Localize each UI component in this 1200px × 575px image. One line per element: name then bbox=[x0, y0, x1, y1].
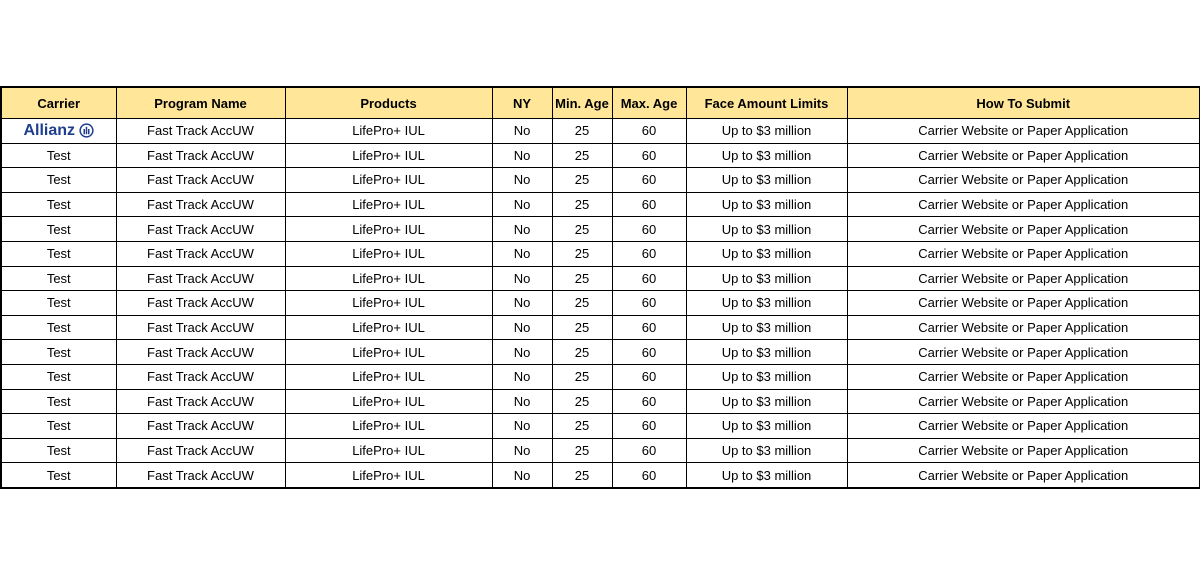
program-name-cell: Fast Track AccUW bbox=[116, 340, 285, 365]
ny-cell: No bbox=[492, 266, 552, 291]
carrier-logo-text: Allianz bbox=[23, 121, 76, 139]
program-name-cell: Fast Track AccUW bbox=[116, 389, 285, 414]
carrier-cell: Test bbox=[1, 340, 116, 365]
how-to-submit-cell: Carrier Website or Paper Application bbox=[847, 414, 1200, 439]
how-to-submit-cell: Carrier Website or Paper Application bbox=[847, 438, 1200, 463]
header-ny: NY bbox=[492, 87, 552, 119]
program-name-cell: Fast Track AccUW bbox=[116, 414, 285, 439]
table-row bbox=[1, 168, 1200, 193]
min-age-cell: 25 bbox=[552, 364, 612, 389]
program-name-cell: Fast Track AccUW bbox=[116, 463, 285, 488]
table-row bbox=[1, 315, 1200, 340]
table-row bbox=[1, 414, 1200, 439]
max-age-cell: 60 bbox=[612, 414, 686, 439]
carrier-cell: Test bbox=[1, 291, 116, 316]
table-header-row bbox=[1, 87, 1200, 119]
table-row bbox=[1, 291, 1200, 316]
min-age-cell: 25 bbox=[552, 389, 612, 414]
max-age-cell: 60 bbox=[612, 315, 686, 340]
header-max-age: Max. Age bbox=[612, 87, 686, 119]
product-cell: LifePro+ IUL bbox=[285, 438, 492, 463]
how-to-submit-cell: Carrier Website or Paper Application bbox=[847, 364, 1200, 389]
carrier-cell: Test bbox=[1, 266, 116, 291]
max-age-cell: 60 bbox=[612, 389, 686, 414]
how-to-submit-cell: Carrier Website or Paper Application bbox=[847, 143, 1200, 168]
min-age-cell: 25 bbox=[552, 438, 612, 463]
min-age-cell: 25 bbox=[552, 168, 612, 193]
max-age-cell: 60 bbox=[612, 266, 686, 291]
face-amount-cell: Up to $3 million bbox=[686, 463, 847, 488]
ny-cell: No bbox=[492, 364, 552, 389]
carrier-cell: Test bbox=[1, 168, 116, 193]
max-age-cell: 60 bbox=[612, 438, 686, 463]
min-age-cell: 25 bbox=[552, 217, 612, 242]
max-age-cell: 60 bbox=[612, 241, 686, 266]
carrier-cell: Test bbox=[1, 389, 116, 414]
max-age-cell: 60 bbox=[612, 168, 686, 193]
product-cell: LifePro+ IUL bbox=[285, 291, 492, 316]
program-name-cell: Fast Track AccUW bbox=[116, 438, 285, 463]
product-cell: LifePro+ IUL bbox=[285, 266, 492, 291]
face-amount-cell: Up to $3 million bbox=[686, 414, 847, 439]
table-row bbox=[1, 463, 1200, 488]
min-age-cell: 25 bbox=[552, 266, 612, 291]
product-cell: LifePro+ IUL bbox=[285, 217, 492, 242]
product-cell: LifePro+ IUL bbox=[285, 192, 492, 217]
table-row bbox=[1, 340, 1200, 365]
how-to-submit-cell: Carrier Website or Paper Application bbox=[847, 266, 1200, 291]
how-to-submit-cell: Carrier Website or Paper Application bbox=[847, 463, 1200, 488]
header-program-name: Program Name bbox=[116, 87, 285, 119]
ny-cell: No bbox=[492, 217, 552, 242]
face-amount-cell: Up to $3 million bbox=[686, 241, 847, 266]
ny-cell: No bbox=[492, 414, 552, 439]
table-row bbox=[1, 266, 1200, 291]
program-name-cell: Fast Track AccUW bbox=[116, 291, 285, 316]
product-cell: LifePro+ IUL bbox=[285, 389, 492, 414]
ny-cell: No bbox=[492, 143, 552, 168]
face-amount-cell: Up to $3 million bbox=[686, 168, 847, 193]
min-age-cell: 25 bbox=[552, 315, 612, 340]
how-to-submit-cell: Carrier Website or Paper Application bbox=[847, 119, 1200, 144]
face-amount-cell: Up to $3 million bbox=[686, 291, 847, 316]
table-row bbox=[1, 389, 1200, 414]
ny-cell: No bbox=[492, 241, 552, 266]
header-how-to-submit: How To Submit bbox=[847, 87, 1200, 119]
ny-cell: No bbox=[492, 389, 552, 414]
min-age-cell: 25 bbox=[552, 414, 612, 439]
carrier-cell: Test bbox=[1, 463, 116, 488]
how-to-submit-cell: Carrier Website or Paper Application bbox=[847, 291, 1200, 316]
max-age-cell: 60 bbox=[612, 143, 686, 168]
face-amount-cell: Up to $3 million bbox=[686, 266, 847, 291]
min-age-cell: 25 bbox=[552, 143, 612, 168]
program-name-cell: Fast Track AccUW bbox=[116, 168, 285, 193]
table-row bbox=[1, 217, 1200, 242]
ny-cell: No bbox=[492, 340, 552, 365]
max-age-cell: 60 bbox=[612, 217, 686, 242]
carrier-program-table bbox=[0, 86, 1200, 489]
table-body bbox=[1, 119, 1200, 488]
table-row bbox=[1, 438, 1200, 463]
header-min-age: Min. Age bbox=[552, 87, 612, 119]
min-age-cell: 25 bbox=[552, 291, 612, 316]
program-name-cell: Fast Track AccUW bbox=[116, 266, 285, 291]
face-amount-cell: Up to $3 million bbox=[686, 340, 847, 365]
program-name-cell: Fast Track AccUW bbox=[116, 241, 285, 266]
ny-cell: No bbox=[492, 192, 552, 217]
how-to-submit-cell: Carrier Website or Paper Application bbox=[847, 192, 1200, 217]
min-age-cell: 25 bbox=[552, 192, 612, 217]
product-cell: LifePro+ IUL bbox=[285, 241, 492, 266]
program-name-cell: Fast Track AccUW bbox=[116, 217, 285, 242]
carrier-cell: Test bbox=[1, 217, 116, 242]
max-age-cell: 60 bbox=[612, 192, 686, 217]
how-to-submit-cell: Carrier Website or Paper Application bbox=[847, 241, 1200, 266]
carrier-cell: Test bbox=[1, 438, 116, 463]
carrier-table-sheet bbox=[0, 86, 1199, 489]
face-amount-cell: Up to $3 million bbox=[686, 143, 847, 168]
carrier-cell: Test bbox=[1, 364, 116, 389]
how-to-submit-cell: Carrier Website or Paper Application bbox=[847, 340, 1200, 365]
max-age-cell: 60 bbox=[612, 291, 686, 316]
program-name-cell: Fast Track AccUW bbox=[116, 192, 285, 217]
program-name-cell: Fast Track AccUW bbox=[116, 143, 285, 168]
program-name-cell: Fast Track AccUW bbox=[116, 315, 285, 340]
how-to-submit-cell: Carrier Website or Paper Application bbox=[847, 168, 1200, 193]
face-amount-cell: Up to $3 million bbox=[686, 438, 847, 463]
carrier-cell: Test bbox=[1, 192, 116, 217]
how-to-submit-cell: Carrier Website or Paper Application bbox=[847, 315, 1200, 340]
face-amount-cell: Up to $3 million bbox=[686, 315, 847, 340]
allianz-logo bbox=[23, 122, 94, 140]
min-age-cell: 25 bbox=[552, 463, 612, 488]
ny-cell: No bbox=[492, 168, 552, 193]
max-age-cell: 60 bbox=[612, 463, 686, 488]
program-name-cell: Fast Track AccUW bbox=[116, 119, 285, 144]
header-carrier: Carrier bbox=[1, 87, 116, 119]
carrier-cell: Test bbox=[1, 241, 116, 266]
program-name-cell: Fast Track AccUW bbox=[116, 364, 285, 389]
min-age-cell: 25 bbox=[552, 340, 612, 365]
product-cell: LifePro+ IUL bbox=[285, 119, 492, 144]
ny-cell: No bbox=[492, 438, 552, 463]
product-cell: LifePro+ IUL bbox=[285, 414, 492, 439]
face-amount-cell: Up to $3 million bbox=[686, 119, 847, 144]
how-to-submit-cell: Carrier Website or Paper Application bbox=[847, 217, 1200, 242]
carrier-cell bbox=[1, 119, 116, 144]
max-age-cell: 60 bbox=[612, 340, 686, 365]
product-cell: LifePro+ IUL bbox=[285, 168, 492, 193]
allianz-eagle-logo-icon bbox=[79, 123, 94, 138]
ny-cell: No bbox=[492, 315, 552, 340]
min-age-cell: 25 bbox=[552, 119, 612, 144]
product-cell: LifePro+ IUL bbox=[285, 315, 492, 340]
table-row bbox=[1, 119, 1200, 144]
ny-cell: No bbox=[492, 119, 552, 144]
table-row bbox=[1, 241, 1200, 266]
table-row bbox=[1, 192, 1200, 217]
product-cell: LifePro+ IUL bbox=[285, 340, 492, 365]
how-to-submit-cell: Carrier Website or Paper Application bbox=[847, 389, 1200, 414]
table-row bbox=[1, 364, 1200, 389]
face-amount-cell: Up to $3 million bbox=[686, 217, 847, 242]
face-amount-cell: Up to $3 million bbox=[686, 389, 847, 414]
carrier-cell: Test bbox=[1, 315, 116, 340]
carrier-cell: Test bbox=[1, 414, 116, 439]
ny-cell: No bbox=[492, 463, 552, 488]
ny-cell: No bbox=[492, 291, 552, 316]
product-cell: LifePro+ IUL bbox=[285, 463, 492, 488]
face-amount-cell: Up to $3 million bbox=[686, 192, 847, 217]
product-cell: LifePro+ IUL bbox=[285, 364, 492, 389]
face-amount-cell: Up to $3 million bbox=[686, 364, 847, 389]
header-products: Products bbox=[285, 87, 492, 119]
min-age-cell: 25 bbox=[552, 241, 612, 266]
product-cell: LifePro+ IUL bbox=[285, 143, 492, 168]
carrier-cell: Test bbox=[1, 143, 116, 168]
max-age-cell: 60 bbox=[612, 364, 686, 389]
table-row bbox=[1, 143, 1200, 168]
max-age-cell: 60 bbox=[612, 119, 686, 144]
header-face-amount-limits: Face Amount Limits bbox=[686, 87, 847, 119]
